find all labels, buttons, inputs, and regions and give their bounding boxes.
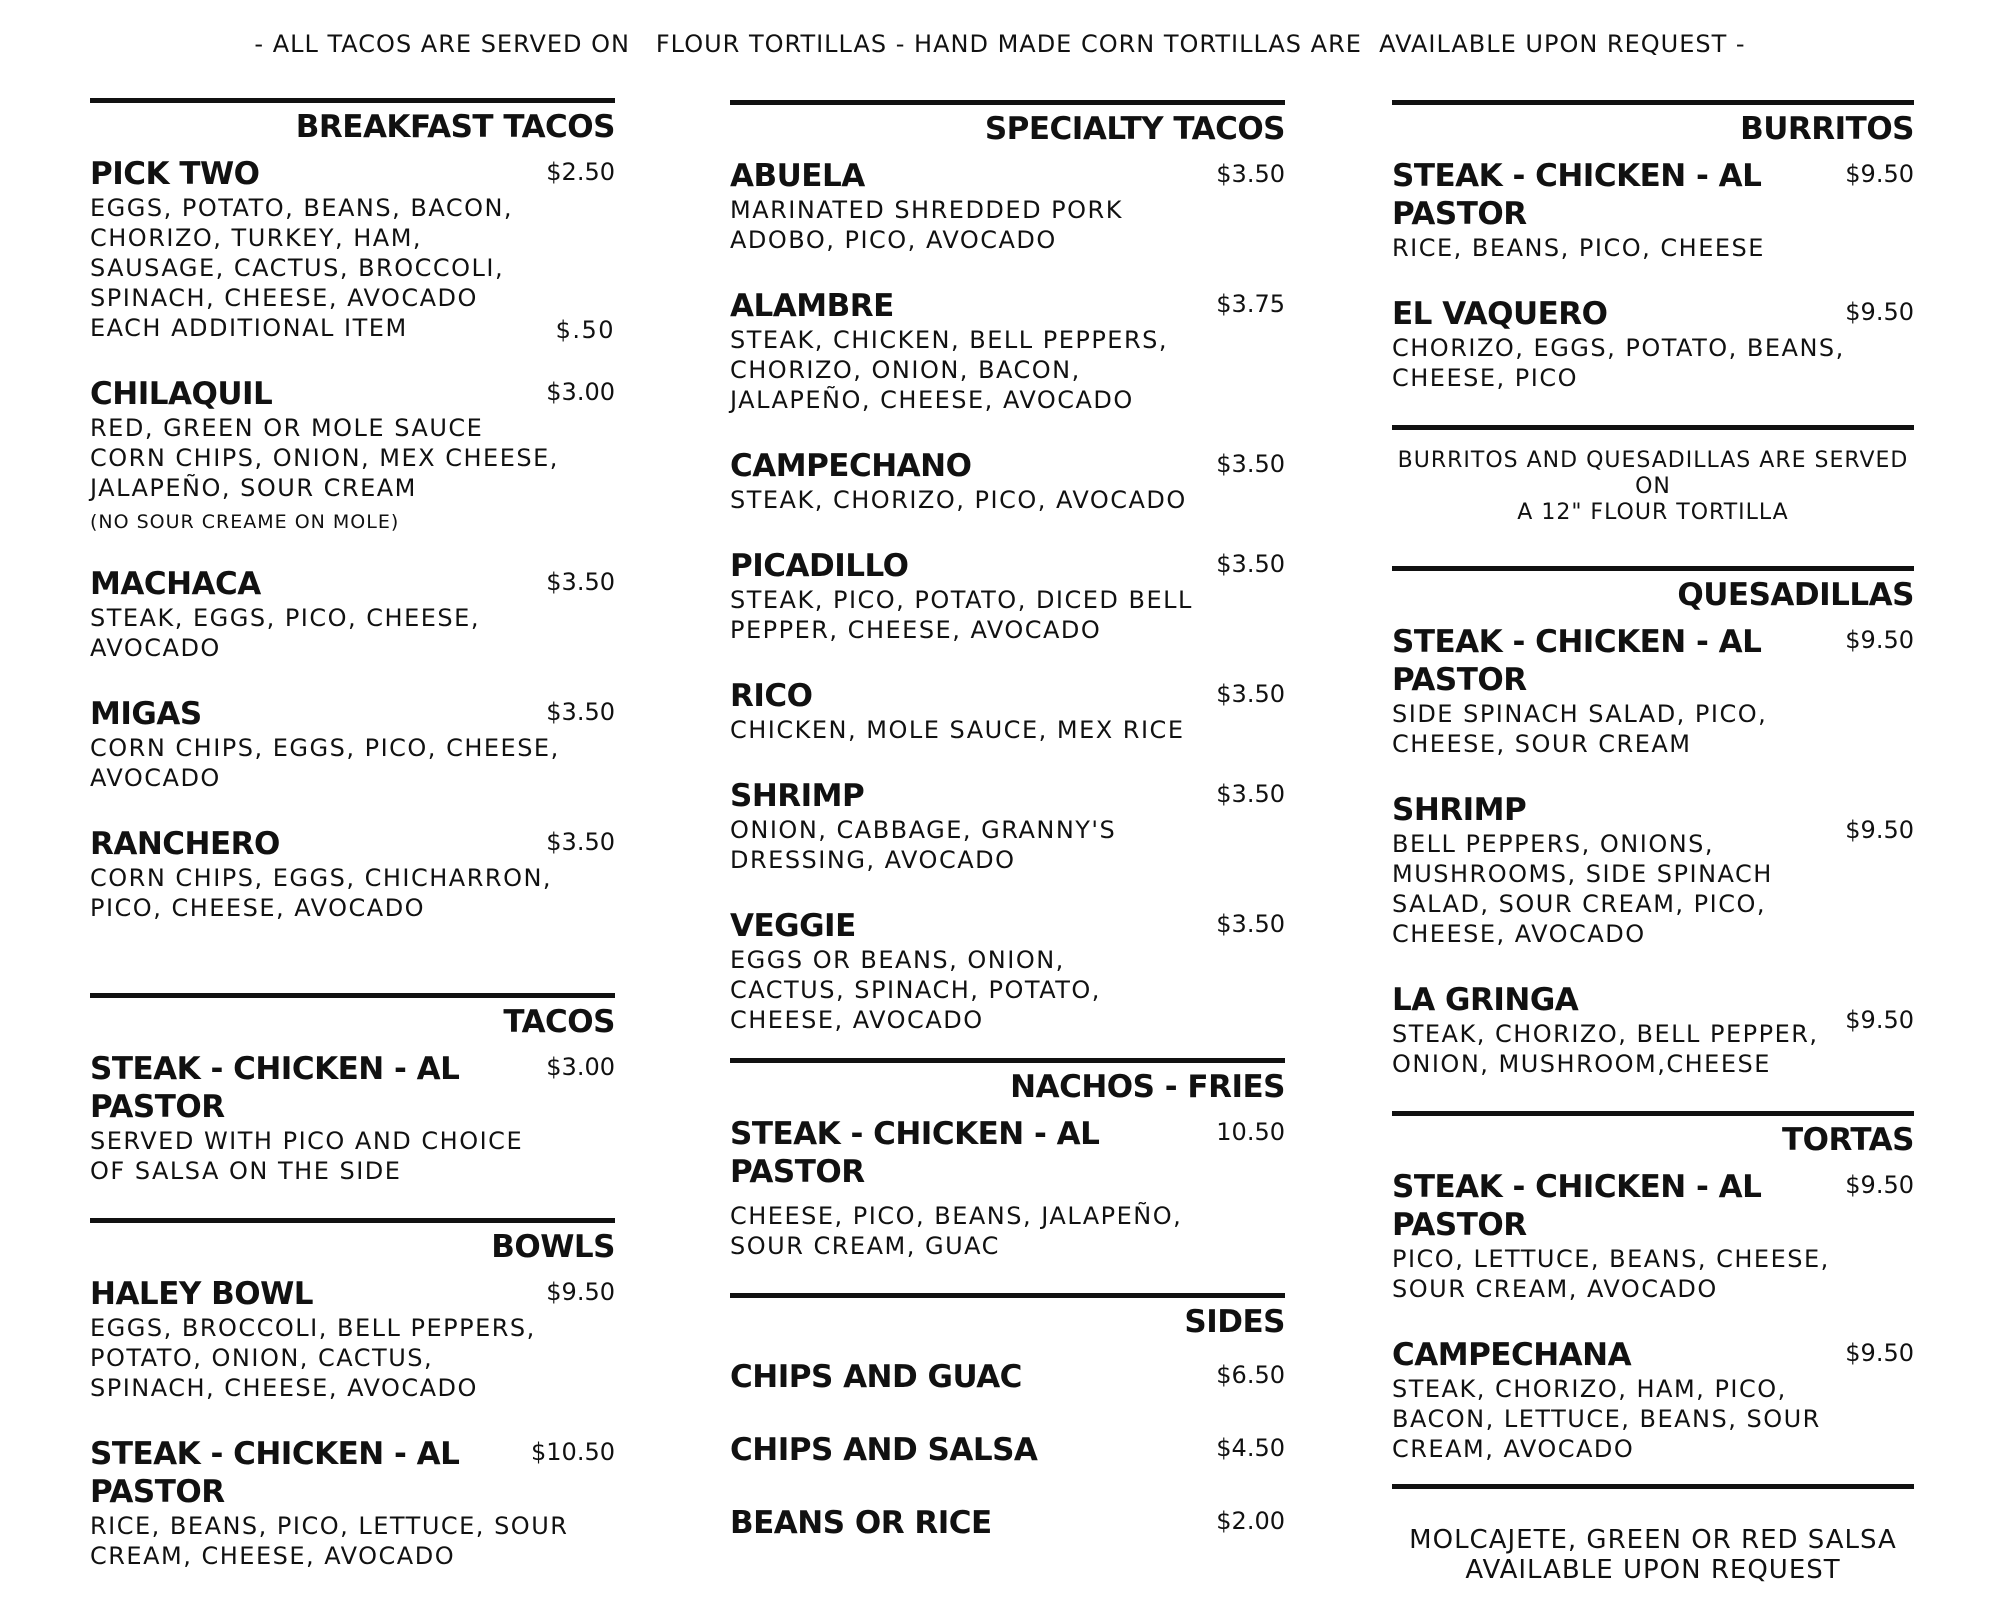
item-description: CORN CHIPS, EGGS, CHICHARRON, PICO, CHEESE, AVOCADO [90,864,553,922]
item-description: STEAK, PICO, POTATO, DICED BELL PEPPER, CHEESE, AVOCADO [730,586,1193,644]
item-name: MACHACA [90,566,261,602]
item-description: STEAK, CHICKEN, BELL PEPPERS, CHORIZO, ONION, BACON, JALAPEÑO, CHEESE, AVOCADO [730,326,1169,414]
item-description: RICE, BEANS, PICO, CHEESE [1392,234,1765,262]
section-title: TORTAS [1781,1122,1914,1158]
menu-item-quesadilla-steak-chicken-pastor [1392,623,1914,759]
section-divider [1392,1484,1914,1489]
specialty-tacos-section [730,100,1285,1035]
item-description: ONION, CABBAGE, GRANNY'S DRESSING, AVOCADO [730,816,1117,874]
breakfast-tacos-section [90,98,615,923]
additional-item-label: EACH ADDITIONAL ITEM [90,314,408,342]
column-right [1392,100,1914,1585]
item-price: $9.50 [1845,1006,1914,1034]
item-name: SHRIMP [1392,792,1527,828]
item-name: CHIPS AND GUAC [730,1359,1022,1395]
item-price: $3.50 [546,568,615,596]
item-price: $3.50 [546,828,615,856]
menu-item-picadillo [730,547,1285,645]
tortilla-notice: - ALL TACOS ARE SERVED ON FLOUR TORTILLAS - HAND MADE CORN TORTILLAS ARE AVAILABLE UPON REQUEST - [254,30,1746,58]
item-price: $9.50 [1845,298,1914,326]
bowls-section [90,1218,615,1571]
menu-item-machaca [90,565,615,663]
section-title: SIDES [1184,1304,1285,1340]
item-name: MIGAS [90,696,202,732]
tortas-section [1392,1111,1914,1585]
item-name: STEAK - CHICKEN - AL PASTOR [1392,158,1762,232]
item-price: $9.50 [1845,816,1914,844]
item-description: MARINATED SHREDDED PORK ADOBO, PICO, AVOCADO [730,196,1123,254]
item-price: $2.50 [546,158,615,186]
item-description: STEAK, CHORIZO, PICO, AVOCADO [730,486,1187,514]
section-divider [90,993,615,998]
section-divider [90,98,615,103]
section-divider [730,1058,1285,1063]
item-description: EGGS OR BEANS, ONION, CACTUS, SPINACH, POTATO, CHEESE, AVOCADO [730,946,1101,1034]
item-price: $3.50 [546,698,615,726]
item-name: CHIPS AND SALSA [730,1432,1038,1468]
column-left [90,98,615,955]
item-name: EL VAQUERO [1392,296,1608,332]
section-divider [90,1218,615,1223]
menu-item-haley-bowl [90,1275,615,1403]
item-name: STEAK - CHICKEN - AL PASTOR [90,1436,460,1510]
item-note: (NO SOUR CREAME ON MOLE) [90,511,400,533]
item-price: $9.50 [1845,626,1914,654]
item-description: EGGS, BROCCOLI, BELL PEPPERS, POTATO, ONION, CACTUS, SPINACH, CHEESE, AVOCADO [90,1314,536,1402]
item-name: ABUELA [730,158,865,194]
item-price: $9.50 [1845,160,1914,188]
item-price: $9.50 [1845,1171,1914,1199]
section-title: BREAKFAST TACOS [295,109,615,145]
additional-item-price: $.50 [555,316,615,344]
item-name: SHRIMP [730,778,865,814]
item-price: $9.50 [1845,1339,1914,1367]
item-description: CHORIZO, EGGS, POTATO, BEANS, CHEESE, PICO [1392,334,1845,392]
item-description: STEAK, CHORIZO, BELL PEPPER, ONION, MUSHROOM,CHEESE [1392,1020,1819,1078]
item-name: PICADILLO [730,548,909,584]
item-description: RED, GREEN OR MOLE SAUCE CORN CHIPS, ONION, MEX CHEESE, JALAPEÑO, SOUR CREAM [90,414,559,502]
menu-item-rico [730,677,1285,745]
menu-item-chips-and-guac [730,1358,1285,1396]
menu-item-el-vaquero [1392,295,1914,393]
sides-section [730,1293,1285,1542]
menu-item-chilaquil [90,375,615,533]
menu-item-alambre [730,287,1285,415]
column-middle-lower [730,1058,1285,1577]
item-price: $3.50 [1216,450,1285,478]
menu-item-ranchero [90,825,615,923]
item-price: $3.50 [1216,680,1285,708]
item-price: $3.50 [1216,160,1285,188]
menu-item-beans-or-rice [730,1504,1285,1542]
item-name: BEANS OR RICE [730,1505,992,1541]
section-divider [1392,1111,1914,1116]
column-middle [730,100,1285,1067]
item-price: $2.00 [1216,1507,1285,1535]
burritos-section [1392,100,1914,393]
menu-item-torta-steak-chicken-pastor [1392,1168,1914,1304]
item-name: VEGGIE [730,908,856,944]
quesadillas-section [1392,566,1914,1079]
item-description: SERVED WITH PICO AND CHOICE OF SALSA ON THE SIDE [90,1127,524,1185]
item-description: STEAK, EGGS, PICO, CHEESE, AVOCADO [90,604,480,662]
item-name: CHILAQUIL [90,376,273,412]
item-price: $3.00 [546,1053,615,1081]
section-title: SPECIALTY TACOS [984,111,1285,147]
item-price: $10.50 [531,1438,615,1466]
menu-item-shrimp-quesadilla [1392,791,1914,949]
item-price: $3.50 [1216,550,1285,578]
menu-item-tacos-steak-chicken-pastor [90,1050,615,1186]
item-description: EGGS, POTATO, BEANS, BACON, CHORIZO, TURKEY, HAM, SAUSAGE, CACTUS, BROCCOLI, SPINACH, CHEESE, AVOCADO [90,194,514,312]
item-description: PICO, LETTUCE, BEANS, CHEESE, SOUR CREAM, AVOCADO [1392,1245,1830,1303]
item-description: STEAK, CHORIZO, HAM, PICO, BACON, LETTUCE, BEANS, SOUR CREAM, AVOCADO [1392,1375,1821,1463]
menu-item-campechana [1392,1336,1914,1464]
item-price: $6.50 [1216,1361,1285,1389]
section-title: NACHOS - FRIES [1010,1069,1285,1105]
menu-item-campechano [730,447,1285,515]
item-name: CAMPECHANA [1392,1337,1632,1373]
item-name: HALEY BOWL [90,1276,314,1312]
item-name: RICO [730,678,813,714]
column-left-lower [90,993,615,1603]
item-name: RANCHERO [90,826,280,862]
item-name: ALAMBRE [730,288,894,324]
menu-item-nachos-steak-chicken-pastor [730,1115,1285,1261]
menu-item-burrito-steak-chicken-pastor [1392,157,1914,263]
section-divider [1392,566,1914,571]
item-name: STEAK - CHICKEN - AL PASTOR [730,1116,1100,1190]
item-price: $9.50 [546,1278,615,1306]
tortilla-info-section [1392,425,1914,526]
item-name: STEAK - CHICKEN - AL PASTOR [90,1051,460,1125]
item-description: RICE, BEANS, PICO, LETTUCE, SOUR CREAM, CHEESE, AVOCADO [90,1512,569,1570]
section-divider [1392,100,1914,105]
item-price: $4.50 [1216,1434,1285,1462]
section-title: BOWLS [491,1229,615,1265]
item-description: CHEESE, PICO, BEANS, JALAPEÑO, SOUR CREAM, GUAC [730,1202,1183,1260]
additional-item-row [90,313,615,343]
menu-item-migas [90,695,615,793]
item-price: $3.75 [1216,290,1285,318]
item-price: $3.50 [1216,780,1285,808]
section-title: TACOS [503,1004,615,1040]
item-description: SIDE SPINACH SALAD, PICO, CHEESE, SOUR CREAM [1392,700,1768,758]
salsa-note: MOLCAJETE, GREEN OR RED SALSA AVAILABLE UPON REQUEST [1409,1525,1897,1585]
menu-item-la-gringa [1392,981,1914,1079]
nachos-fries-section [730,1058,1285,1261]
section-divider [730,1293,1285,1298]
menu-item-abuela [730,157,1285,255]
tacos-section [90,993,615,1186]
item-name: STEAK - CHICKEN - AL PASTOR [1392,624,1762,698]
item-name: PICK TWO [90,156,260,192]
item-name: LA GRINGA [1392,982,1579,1018]
menu-item-chips-and-salsa [730,1431,1285,1469]
menu-item-pick-two [90,155,615,343]
item-price: 10.50 [1216,1118,1285,1146]
section-divider [730,100,1285,105]
menu-item-veggie [730,907,1285,1035]
menu-item-bowl-steak-chicken-pastor [90,1435,615,1571]
tortilla-info: BURRITOS AND QUESADILLAS ARE SERVED ON A 12" FLOUR TORTILLA [1397,448,1909,525]
section-title: BURRITOS [1740,111,1914,147]
item-price: $3.00 [546,378,615,406]
item-description: CHICKEN, MOLE SAUCE, MEX RICE [730,716,1185,744]
item-description: BELL PEPPERS, ONIONS, MUSHROOMS, SIDE SPINACH SALAD, SOUR CREAM, PICO, CHEESE, AVOCADO [1392,830,1773,948]
item-name: CAMPECHANO [730,448,972,484]
item-description: CORN CHIPS, EGGS, PICO, CHEESE, AVOCADO [90,734,560,792]
section-divider [1392,425,1914,430]
item-price: $3.50 [1216,910,1285,938]
item-name: STEAK - CHICKEN - AL PASTOR [1392,1169,1762,1243]
section-title: QUESADILLAS [1677,577,1914,613]
menu-item-shrimp-taco [730,777,1285,875]
